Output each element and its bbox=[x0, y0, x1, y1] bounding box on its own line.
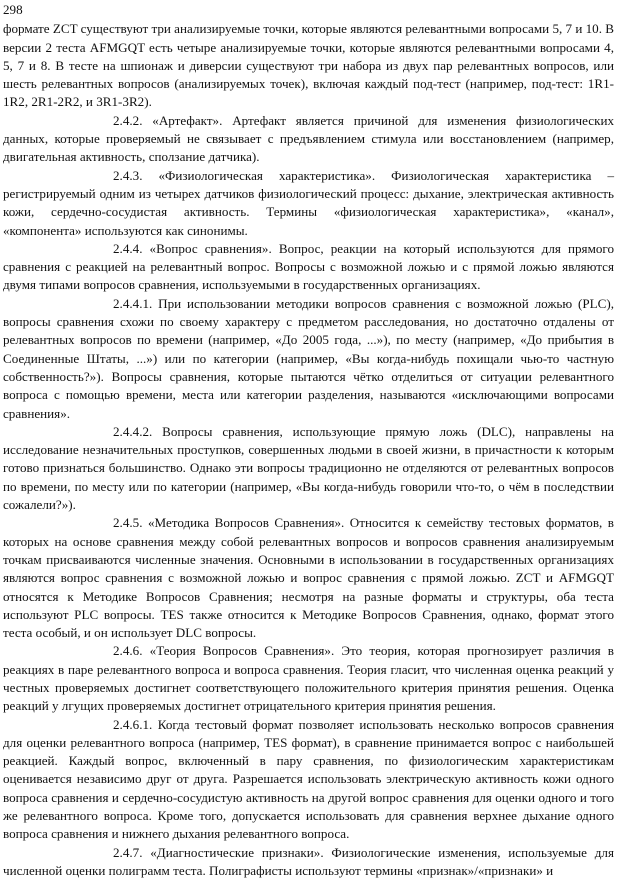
paragraph-comparison-method: 2.4.5. «Методика Вопросов Сравнения». Относится к семейству тестовых форматов, в которых на основе сравнения между собой релевантных вопросов и вопросов сравнения анализируемым точкам присваиваются численные значения. Основными в использовании в государственных организациях являются вопрос сравнения с возможной ложью и вопрос сравнения с прямой ложью. ZCT и AFMGQT относятся к Методике Вопросов Сравнения; несмотря на разные форматы и структуры, оба теста используют PLC вопросы. TES также относится к Методике Вопросов Сравнения, однако, формат этого теста особый, и он использует DLC вопросы. bbox=[3, 515, 614, 641]
paragraph-comparison-question: 2.4.4. «Вопрос сравнения». Вопрос, реакции на который используются для прямого сравнения с реакцией на релевантный вопрос. Вопросы с возможной ложью и с прямой ложью являются двумя типами вопросов сравнения, используемыми в государственных организациях. bbox=[3, 240, 614, 293]
paragraph-artifact: 2.4.2. «Артефакт». Артефакт является причиной для изменения физиологических данных, которые проверяемый не связывает с предъявлением стимула или восстановлением (например, двигательная активность, сползание датчика). bbox=[3, 112, 614, 165]
paragraph-multiple-comparison: 2.4.6.1. Когда тестовый формат позволяет использовать несколько вопросов сравнения для оценки релевантного вопроса (например, TES формат), в сравнение принимается вопрос с наибольшей реакцией. Каждый вопрос, включенный в пару сравнения, по физиологическим характеристикам оценивается независимо друг от друга. Разрешается использовать электрическую активность кожи одного вопроса сравнения и сердечно-сосудистую активность на другой вопрос сравнения для оценки одного и того же релевантного вопроса. Кроме того, допускается использовать для сравнения верхнее дыхание одного вопроса сравнения и нижнего дыхания релевантного вопроса. bbox=[3, 716, 614, 842]
paragraph-continuation: формате ZCT существуют три анализируемые точки, которые являются релевантными вопросами 5, 7 и 10. В версии 2 теста AFMGQT есть четыре анализируемые точки, которые являются релевантными вопросами 4, 5, 7 и 8. В тесте на шпионаж и диверсии существуют три набора из двух пар релевантных вопросов, или шесть релевантных вопросов (анализируемых точек), включая каждый под-тест (например, под-тест: 1R1-1R2, 2R1-2R2, и 3R1-3R2). bbox=[3, 21, 615, 110]
paragraph-dlc: 2.4.4.2. Вопросы сравнения, использующие прямую ложь (DLC), направлены на исследование незначительных проступков, совершенных людьми в своей жизни, в причастности к которым готово признаться большинство. Однако эти вопросы традиционно не отделяются от релевантных вопросов по времени, по месту или по категории (например, «Вы когда-нибудь говорили что-то, о чём в последствии сожалели?»). bbox=[3, 423, 614, 513]
paragraph-physiological-characteristic: 2.4.3. «Физиологическая характеристика». Физиологическая характеристика – регистрируемый одним из четырех датчиков физиологический процесс: дыхание, электрическая активность кожи, сердечно-сосудистая активность. Термины «физиологическая характеристика», «канал», «компонента» используются как синонимы. bbox=[3, 167, 614, 238]
paragraph-diagnostic-features: 2.4.7. «Диагностические признаки». Физиологические изменения, используемые для численной оценки полиграмм теста. Полиграфисты используют термины «признак»/«признаки» и bbox=[3, 844, 614, 878]
page-number: 298 bbox=[3, 2, 23, 17]
paragraph-comparison-theory: 2.4.6. «Теория Вопросов Сравнения». Это теория, которая прогнозирует различия в реакциях в паре релевантного вопроса и вопроса сравнения. Теория гласит, что численная оценка реакций у честных проверяемых достигнет соответствующего положительного критерия принятия решения. Оценка реакций у лгущих проверяемых достигнет отрицательного критерия принятия решения. bbox=[3, 643, 614, 714]
paragraph-plc: 2.4.4.1. При использовании методики вопросов сравнения с возможной ложью (PLC), вопросы сравнения схожи по своему характеру с предметом расследования, но достаточно отдалены от релевантных вопросов по времени (например, «До 2005 года, ...»), по месту (например, «До прибытия в Соединенные Штаты, ...») или по категории (например, «Вы когда-нибудь похищали чью-то частную собственность?»). Вопросы сравнения, которые пытаются чётко отделиться от ситуации релевантного вопроса с помощью времени, места или категории разделения, называются «исключающими вопросами сравнения». bbox=[3, 295, 614, 421]
